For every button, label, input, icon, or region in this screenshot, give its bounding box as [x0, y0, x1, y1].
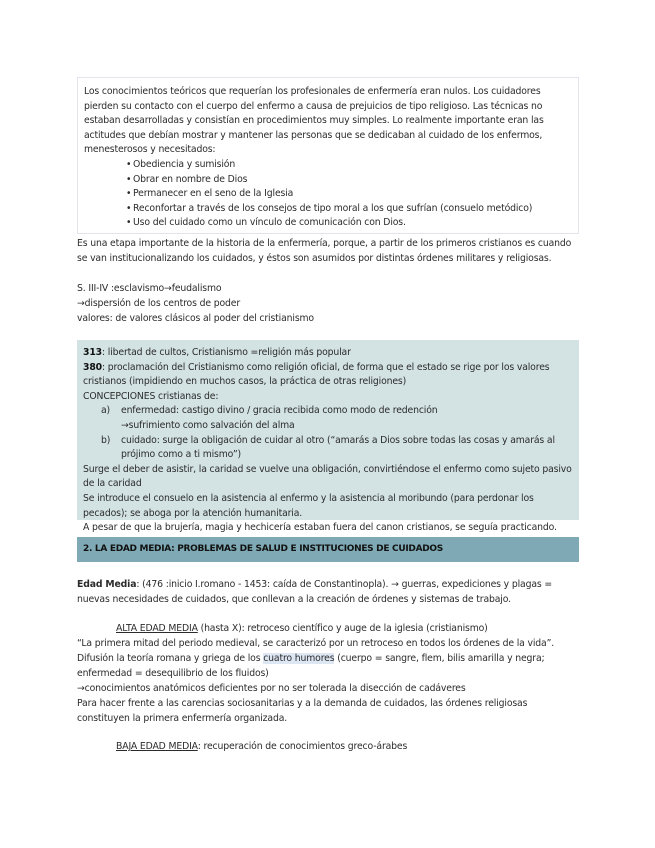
- list-item: • Reconfortar a través de los consejos de tipo moral a los que sufrían (consuelo metódico): [126, 202, 572, 217]
- list-item: • Obrar en nombre de Dios: [126, 173, 572, 188]
- alta-edad-media-title: ALTA EDAD MEDIA: [116, 623, 198, 634]
- list-marker: b): [101, 434, 111, 446]
- alta-edad-media-suffix: (hasta X): retroceso científico y auge de la iglesia (cristianismo): [197, 623, 488, 634]
- list-item-text: cuidado: surge la obligación de cuidar al otro (“amarás a Dios sobre todas las cosas y amarás al prójimo como a ti mismo”): [121, 434, 555, 461]
- baja-edad-media-heading: [116, 740, 576, 755]
- humores-highlight: cuatro humores: [263, 653, 335, 664]
- christianity-box: [77, 340, 579, 534]
- edad-media-term: Edad Media: [77, 579, 137, 590]
- list-marker: a): [101, 405, 111, 417]
- list-item: • Obediencia y sumisión: [126, 158, 572, 173]
- baja-edad-media-title: BAJA EDAD MEDIA: [116, 741, 198, 752]
- baja-edad-media-suffix: : recuperación de conocimientos greco-árabes: [197, 741, 408, 752]
- intro-box: [77, 77, 579, 234]
- list-item-text: enfermedad: castigo divino / gracia recibida como modo de redención: [121, 405, 438, 417]
- section-header: 2. LA EDAD MEDIA: PROBLEMAS DE SALUD E INSTITUCIONES DE CUIDADOS: [77, 537, 579, 562]
- alta-edad-media-heading: [116, 622, 576, 637]
- list-item: • Permanecer en el seno de la Iglesia: [126, 187, 572, 202]
- anatomia-line: →conocimientos anatómicos deficientes por no ser tolerada la disección de cadáveres: [77, 683, 466, 694]
- list-item: [83, 434, 573, 463]
- list-item: [83, 404, 573, 433]
- year-380-line: [83, 361, 573, 390]
- consuelo-line: Se introduce el consuelo en la asistencia al enfermo y la asistencia al moribundo (para perdonar los pecados); se aboga por la atención humanitaria.: [83, 492, 534, 519]
- alta-quote: “La primera mitad del periodo medieval, se caracterizó por un retroceso en todos los órdenes de la vida”.: [77, 638, 555, 649]
- deber-line: Surge el deber de asistir, la caridad se vuelve una obligación, convirtiéndose el enfermo como sujeto pasivo de la caridad: [83, 463, 572, 490]
- list-item: • Uso del cuidado como un vínculo de comunicación con Dios.: [126, 216, 572, 231]
- humores-paragraph: [77, 652, 577, 681]
- year-313-text: : libertad de cultos, Cristianismo =religión más popular: [101, 347, 351, 358]
- concepciones-label: CONCEPCIONES cristianas de:: [83, 390, 219, 402]
- note-line: →dispersión de los centros de poder: [77, 298, 241, 309]
- brujeria-line: A pesar de que la brujería, magia y hechicería estaban fuera del canon cristianos, se seguía practicando.: [83, 522, 557, 534]
- humores-post: (cuerpo = sangre, flem, bilis amarilla y negra; enfermedad = desequilibrio de los fluidos): [77, 653, 545, 679]
- concepciones-list: [83, 404, 573, 462]
- year-313: 313: [83, 347, 102, 358]
- year-380-text: : proclamación del Cristianismo como religión oficial, de forma que el estado se rige por los valores cristianos (impidiendo en muchos casos, la práctica de otras religiones): [83, 361, 550, 388]
- note-line: S. III-IV :esclavismo→feudalismo: [77, 283, 222, 294]
- year-313-line: [83, 346, 573, 361]
- edad-media-paragraph: [77, 578, 577, 607]
- intro-paragraph: Los conocimientos teóricos que requerían los profesionales de enfermería eran nulos. Los cuidadores pierden su contacto con el cuerpo del enfermo a causa de prejuicios de tipo religioso. Las técnicas no estaban desarrolladas y consistían en procedimientos muy simples. Lo realmente importante eran las actitudes que debían mostrar y mantener las personas que se dedicaban al cuidado de los enfermos, menesterosos y necesitados:: [84, 86, 544, 156]
- attitudes-list: [84, 158, 572, 231]
- stage-paragraph: Es una etapa importante de la historia de la enfermería, porque, a partir de los primeros cristianos es cuando se van institucionalizando los cuidados, y éstos son asumidos por distintas órdenes militares y religiosas.: [77, 238, 572, 264]
- ordenes-paragraph: Para hacer frente a las carencias sociosanitarias y a la demanda de cuidados, las órdenes religiosas constituyen la primera enfermería organizada.: [77, 698, 528, 724]
- humores-pre: Difusión la teoría romana y griega de los: [77, 653, 264, 664]
- edad-media-text: : (476 :inicio I.romano - 1453: caída de Constantinopla). → guerras, expediciones y plagas = nuevas necesidades de cuidados, que conllevan a la creación de órdenes y sistemas de trabajo.: [77, 579, 553, 605]
- note-line: valores: de valores clásicos al poder del cristianismo: [77, 313, 314, 324]
- list-item-sub: →sufrimiento como salvación del alma: [121, 419, 295, 431]
- year-380: 380: [83, 361, 102, 373]
